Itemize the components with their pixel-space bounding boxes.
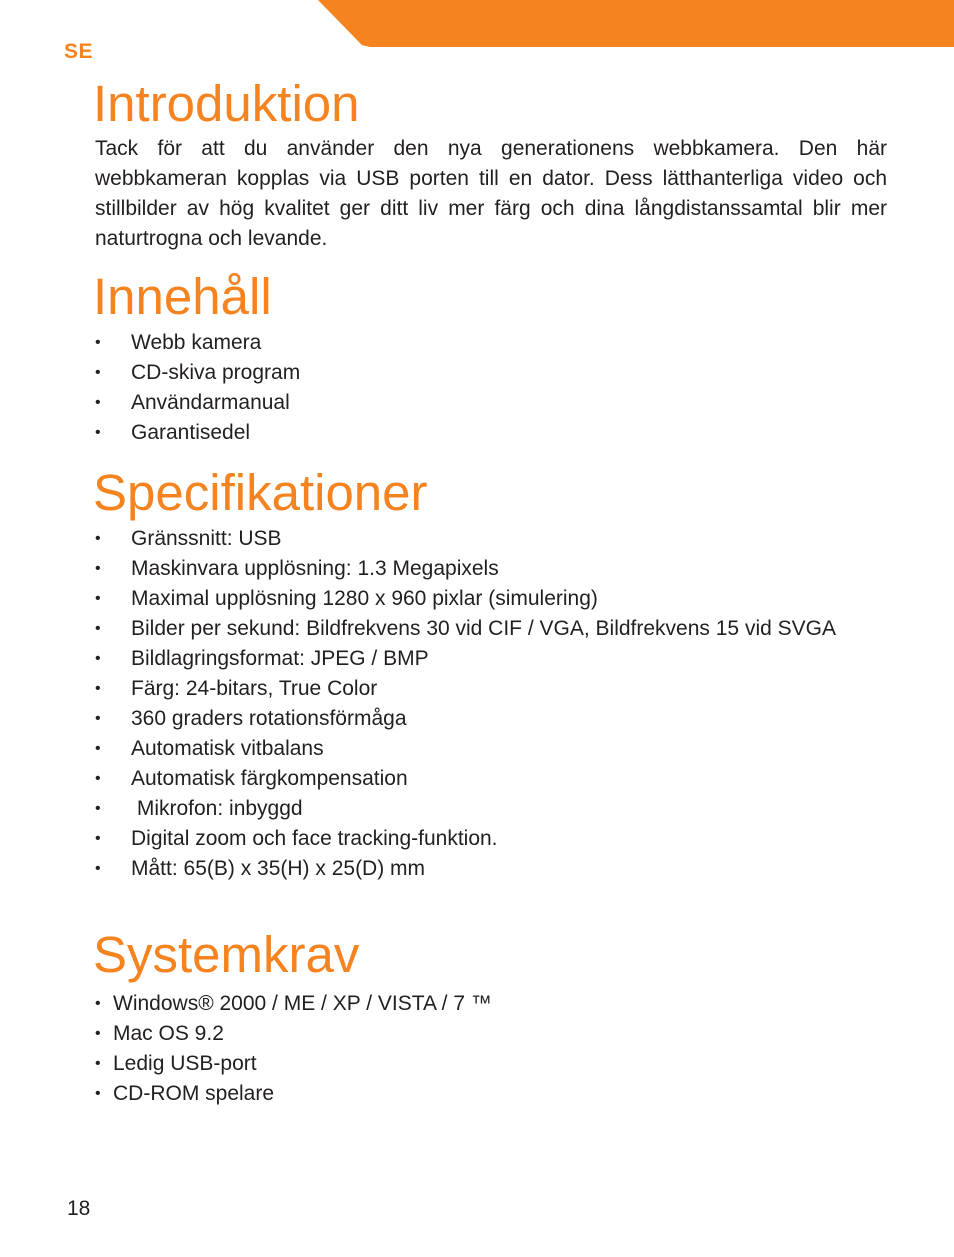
page-number: 18 [67,1197,91,1220]
list-item: • Automatisk vitbalans [95,734,887,764]
list-item: • Automatisk färgkompensation [95,764,887,794]
specs-list [95,524,887,884]
sysreq-list [95,989,695,1109]
list-item: • Mac OS 9.2 [95,1019,695,1049]
list-item: • CD-skiva program [95,358,887,388]
list-item: • Bildlagringsformat: JPEG / BMP [95,644,887,674]
header-orange-tab [318,0,954,47]
sysreq-heading: Systemkrav [93,926,360,983]
list-item: • Maskinvara upplösning: 1.3 Megapixels [95,554,887,584]
list-item: • Användarmanual [95,388,887,418]
intro-heading: Introduktion [93,75,360,132]
list-item: • Färg: 24-bitars, True Color [95,674,887,704]
list-item: • Webb kamera [95,328,887,358]
contents-heading: Innehåll [93,268,272,325]
list-item: • Bilder per sekund: Bildfrekvens 30 vid CIF / VGA, Bildfrekvens 15 vid SVGA [95,614,887,644]
list-item: • Windows® 2000 / ME / XP / VISTA / 7 ™ [95,989,695,1019]
list-item: • Garantisedel [95,418,887,448]
list-item: • Digital zoom och face tracking-funktion. [95,824,887,854]
specs-heading: Specifikationer [93,464,428,521]
list-item: • Ledig USB-port [95,1049,695,1079]
list-item: • CD-ROM spelare [95,1079,695,1109]
list-item: • Maximal upplösning 1280 x 960 pixlar (simulering) [95,584,887,614]
list-item: • Gränssnitt: USB [95,524,887,554]
contents-list [95,328,887,448]
list-item: • 360 graders rotationsförmåga [95,704,887,734]
intro-paragraph: Tack för att du använder den nya generationens webbkamera. Den här webbkameran kopplas via USB porten till en dator. Dess lätthanterliga video och stillbilder av hög kvalitet ger ditt liv mer färg och dina långdistanssamtal blir mer naturtrogna och levande. [95,137,887,250]
list-item: • Mått: 65(B) x 35(H) x 25(D) mm [95,854,887,884]
language-label: SE [64,40,94,63]
list-item: • Mikrofon: inbyggd [95,794,887,824]
